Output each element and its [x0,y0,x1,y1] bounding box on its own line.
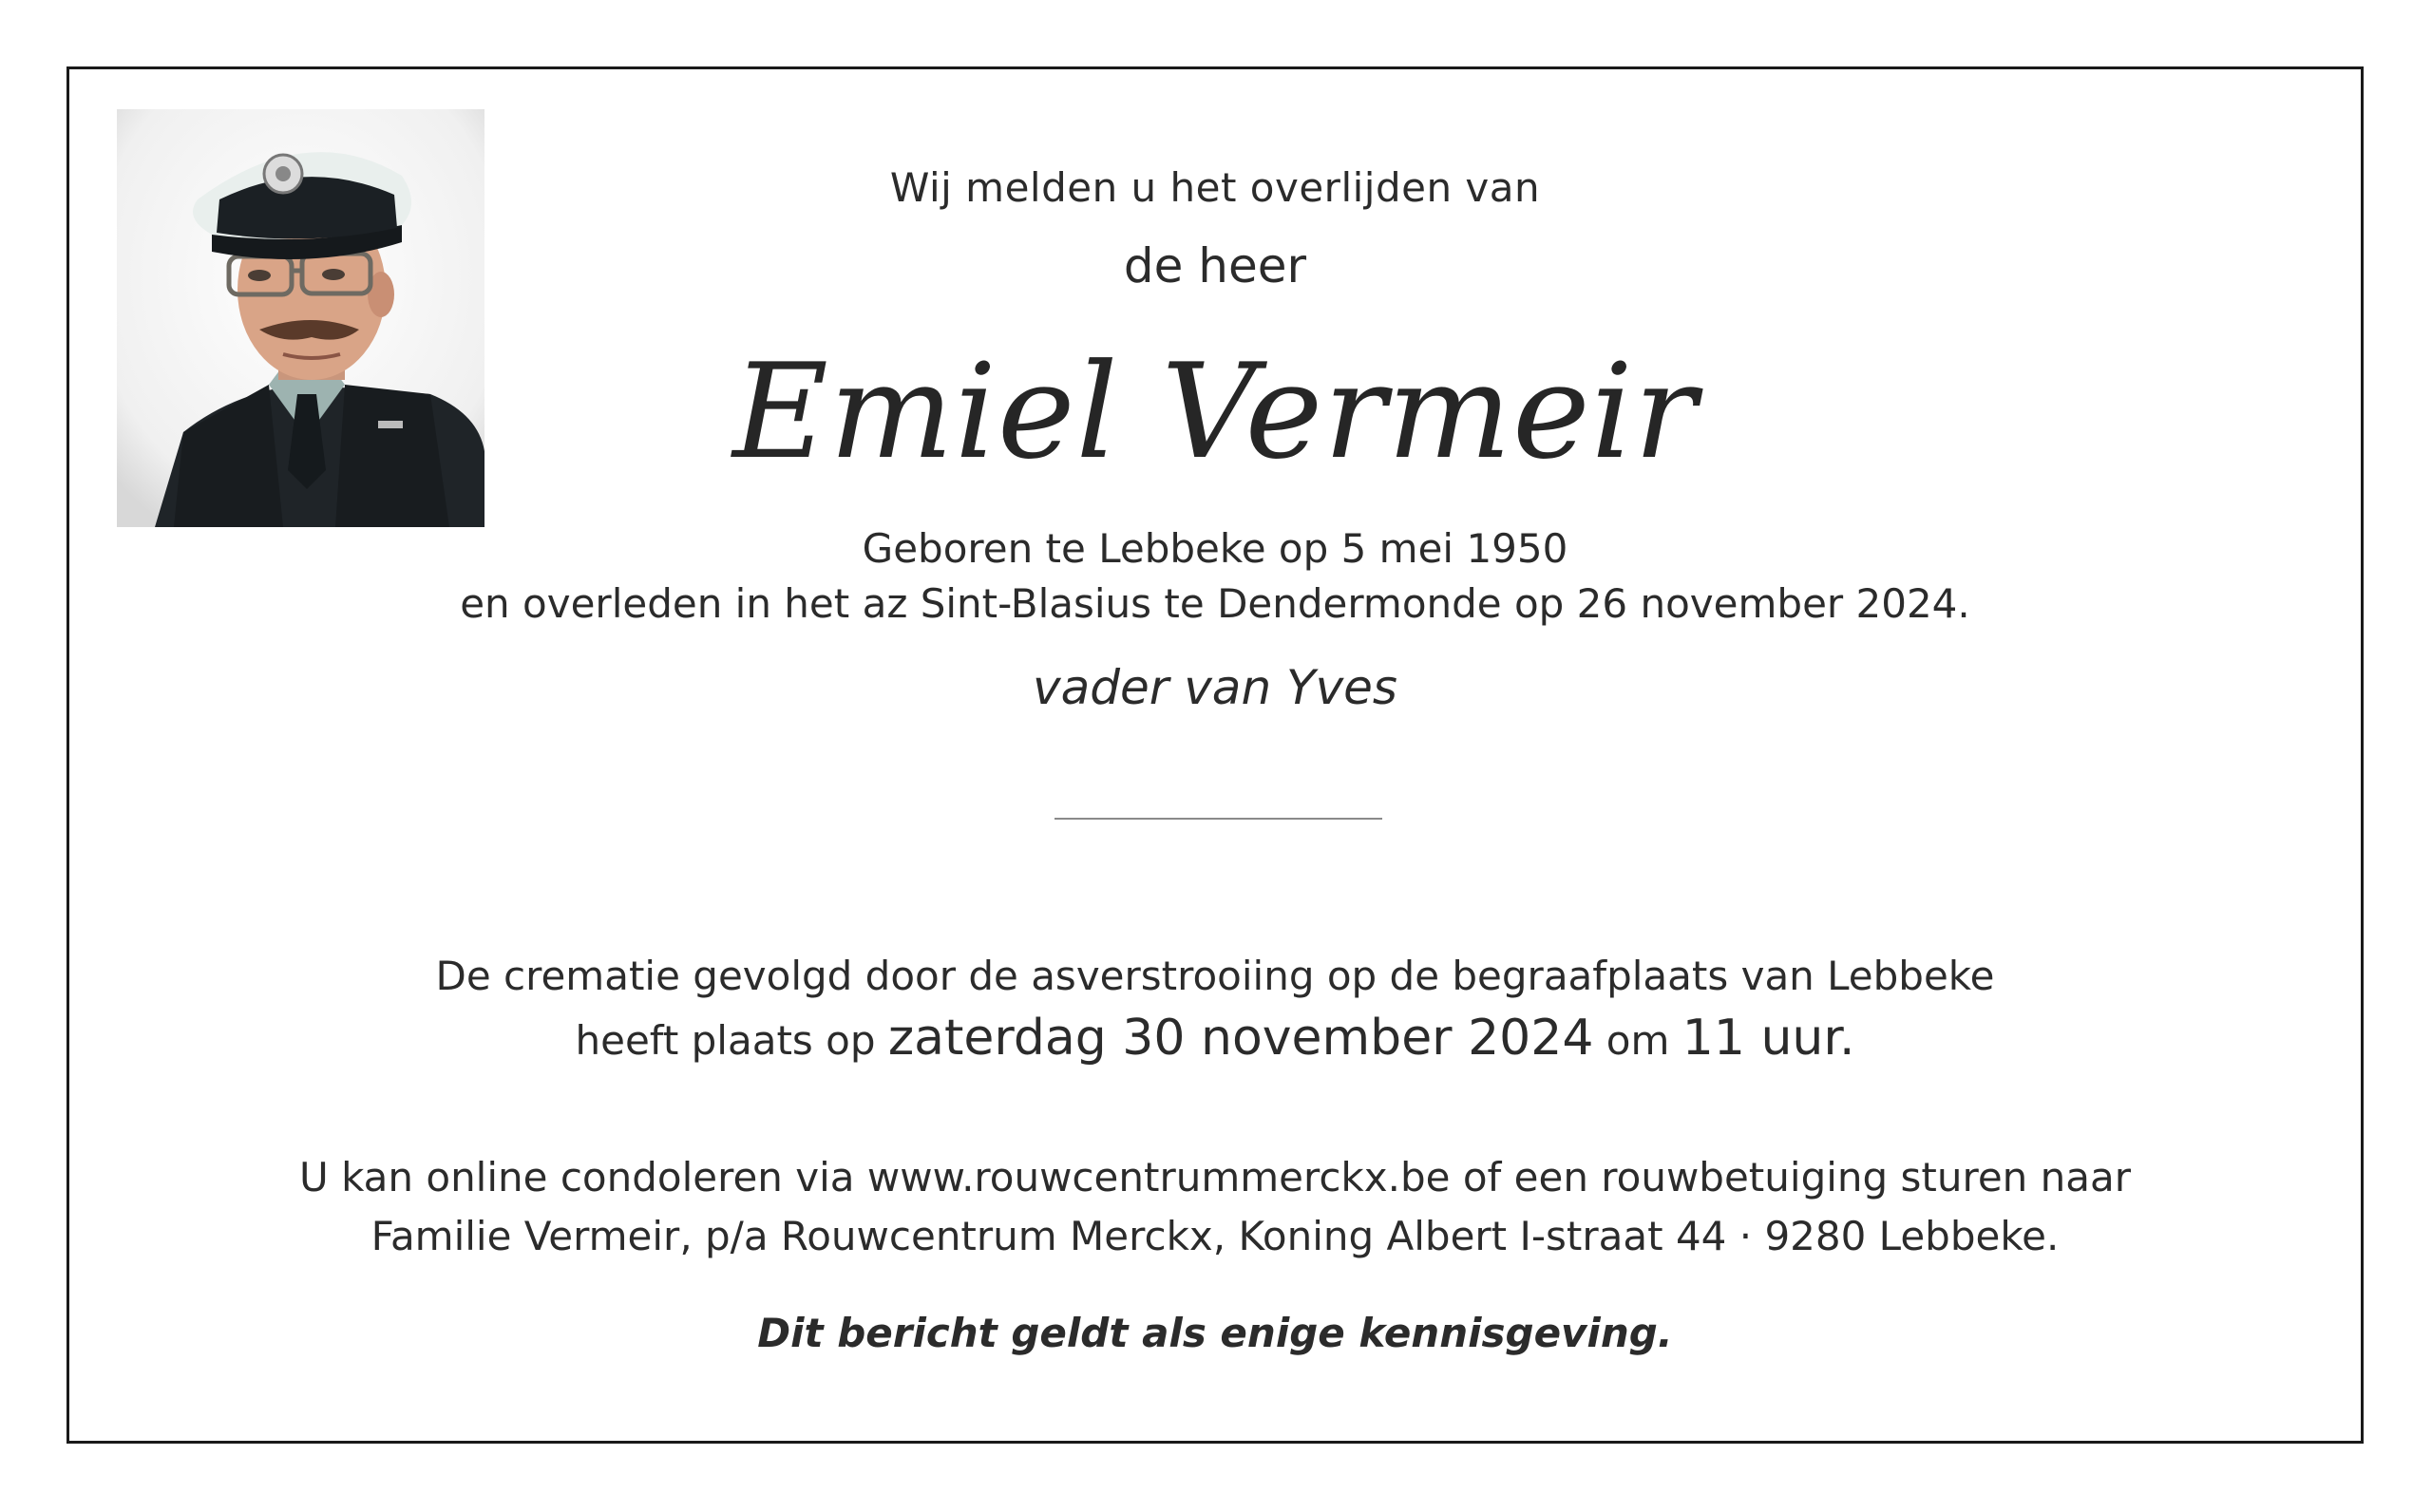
birth-info: Geboren te Lebbeke op 5 mei 1950 [862,525,1568,572]
honorific-title: de heer [1123,238,1307,293]
divider-line [1054,818,1382,820]
ceremony-time: 11 uur. [1682,1010,1855,1067]
deceased-name: Emiel Vermeir [732,335,1698,488]
ceremony-prefix: heeft plaats op [575,1017,876,1064]
closing-notice: Dit bericht geldt als enige kennisgeving. [757,1310,1673,1356]
death-info: en overleden in het az Sint-Blasius te Dendermonde op 26 november 2024. [460,580,1970,627]
ceremony-date: zaterdag 30 november 2024 [887,1010,1594,1067]
condolence-info: U kan online condoleren via www.rouwcentrummerckx.be of een rouwbetuiging sturen naar [298,1154,2132,1200]
ceremony-description: De crematie gevolgd door de asverstrooiing op de begraafplaats van Lebbeke [435,953,1995,999]
ceremony-om: om [1606,1017,1670,1064]
obituary-card [66,66,2364,1444]
condolence-address: Familie Vermeir, p/a Rouwcentrum Merckx, Koning Albert I-straat 44 · 9280 Lebbeke. [370,1213,2060,1259]
relation-line: vader van Yves [1033,660,1397,715]
intro-text: Wij melden u het overlijden van [889,164,1541,211]
ceremony-datetime [69,1010,2361,1067]
